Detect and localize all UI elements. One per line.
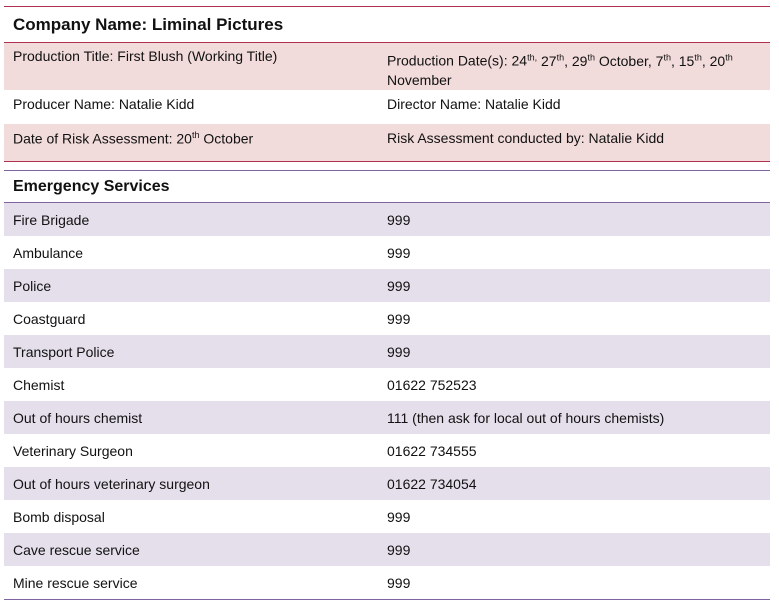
risk-assessment-by: Risk Assessment conducted by: Natalie Kidd [387, 130, 665, 146]
emergency-service-row [4, 335, 770, 368]
service-name: Ambulance [13, 244, 84, 261]
service-number: 999 [387, 244, 411, 261]
risk-date-sup: th [191, 130, 200, 140]
date-ordinal-suffix: th, [527, 52, 538, 62]
date-ordinal-suffix: th [587, 52, 595, 62]
emergency-service-row [4, 401, 770, 434]
emergency-service-row [4, 500, 770, 533]
service-number: 01622 734054 [387, 475, 477, 492]
date-ordinal-suffix: th [725, 52, 733, 62]
risk-assessment-date [4, 130, 387, 161]
emergency-service-row [4, 566, 770, 599]
date-text-part: , 29 [564, 52, 588, 69]
service-name: Out of hours veterinary surgeon [13, 475, 210, 492]
risk-date-prefix: Date of Risk Assessment: 20 [13, 130, 192, 147]
emergency-service-row [4, 203, 770, 236]
service-name: Bomb disposal [13, 508, 105, 525]
producer-name: Producer Name: Natalie Kidd [13, 96, 195, 112]
date-ordinal-suffix: th [556, 52, 565, 62]
production-dates-prefix: Production Date(s): 24 [387, 52, 528, 69]
service-number: 999 [387, 310, 411, 327]
service-name: Cave rescue service [13, 541, 140, 558]
service-name: Chemist [13, 376, 65, 393]
service-number: 01622 734555 [387, 442, 477, 459]
service-number: 111 (then ask for local out of hours chemists) [387, 409, 665, 426]
service-number: 01622 752523 [387, 376, 477, 393]
service-name: Mine rescue service [13, 574, 138, 591]
date-text-part: , 20 [701, 52, 726, 69]
emergency-service-row [4, 269, 770, 302]
production-row [4, 43, 770, 90]
date-text-part: October, 7 [594, 52, 664, 69]
director-name: Director Name: Natalie Kidd [387, 96, 561, 112]
names-row [4, 90, 770, 124]
service-number: 999 [387, 541, 411, 558]
emergency-services-header: Emergency Services [4, 170, 770, 203]
emergency-service-row [4, 368, 770, 401]
production-title: Production Title: First Blush (Working Title) [13, 48, 278, 64]
date-ordinal-suffix: th [694, 52, 702, 62]
emergency-service-row [4, 236, 770, 269]
date-ordinal-suffix: th [663, 52, 671, 62]
company-name-title: Company Name: Liminal Pictures [4, 6, 770, 43]
emergency-service-row [4, 467, 770, 500]
risk-date-suffix: October [199, 130, 254, 147]
emergency-service-row [4, 302, 770, 335]
service-number: 999 [387, 574, 411, 591]
risk-assessment-document [4, 6, 770, 600]
emergency-services-table [4, 203, 770, 600]
service-name: Police [13, 277, 52, 294]
service-number: 999 [387, 277, 411, 294]
service-number: 999 [387, 343, 411, 360]
service-number: 999 [387, 508, 411, 525]
risk-assessment-row [4, 124, 770, 162]
date-text-part: November [387, 71, 452, 88]
service-name: Coastguard [13, 310, 86, 327]
service-name: Transport Police [13, 343, 115, 360]
emergency-service-row [4, 434, 770, 467]
production-dates [387, 48, 770, 90]
date-text-part: , 15 [670, 52, 695, 69]
service-name: Out of hours chemist [13, 409, 143, 426]
date-text-part: 27 [537, 52, 557, 69]
service-number: 999 [387, 211, 411, 228]
service-name: Fire Brigade [13, 211, 90, 228]
service-name: Veterinary Surgeon [13, 442, 133, 459]
emergency-service-row [4, 533, 770, 566]
